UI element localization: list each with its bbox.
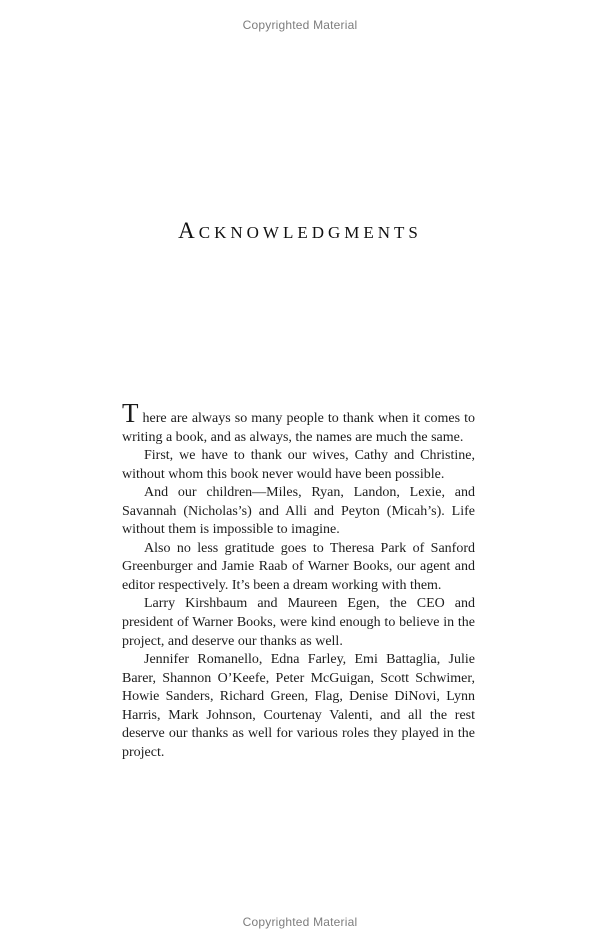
page-title: [0, 218, 600, 244]
drop-cap: T: [122, 398, 139, 428]
paragraph: Also no less gratitude goes to Theresa Park of Sanford Greenburger and Jamie Raab of Warner Books, our agent and editor respectively. It’s been a dream working with them.: [122, 540, 475, 593]
paragraph: Jennifer Romanello, Edna Farley, Emi Battaglia, Julie Barer, Shannon O’Keefe, Peter McGuigan, Scott Schwimer, Howie Sanders, Richard Green, Flag, Denise DiNovi, Lynn Harris, Mark Johnson, Courtenay Valenti, and all the rest deserve our thanks as well for various roles they played in the project.: [122, 652, 475, 760]
paragraph: First, we have to thank our wives, Cathy and Christine, without whom this book never would have been possible.: [122, 448, 475, 482]
paragraph: There are always so many people to thank when it comes to writing a book, and as always, the names are much the same.: [122, 398, 475, 445]
page-title-initial: A: [178, 218, 199, 243]
page-title-rest: CKNOWLEDGMENTS: [198, 223, 422, 242]
body-text: [122, 398, 475, 762]
copyright-notice-bottom: Copyrighted Material: [242, 915, 358, 929]
paragraph: Larry Kirshbaum and Maureen Egen, the CEO and president of Warner Books, were kind enough to believe in the project, and deserve our thanks as well.: [122, 596, 475, 649]
copyright-notice-top: Copyrighted Material: [242, 18, 358, 32]
paragraph: And our children—Miles, Ryan, Landon, Lexie, and Savannah (Nicholas’s) and Alli and Peyton (Micah’s). Life without them is impossible to imagine.: [122, 485, 475, 538]
